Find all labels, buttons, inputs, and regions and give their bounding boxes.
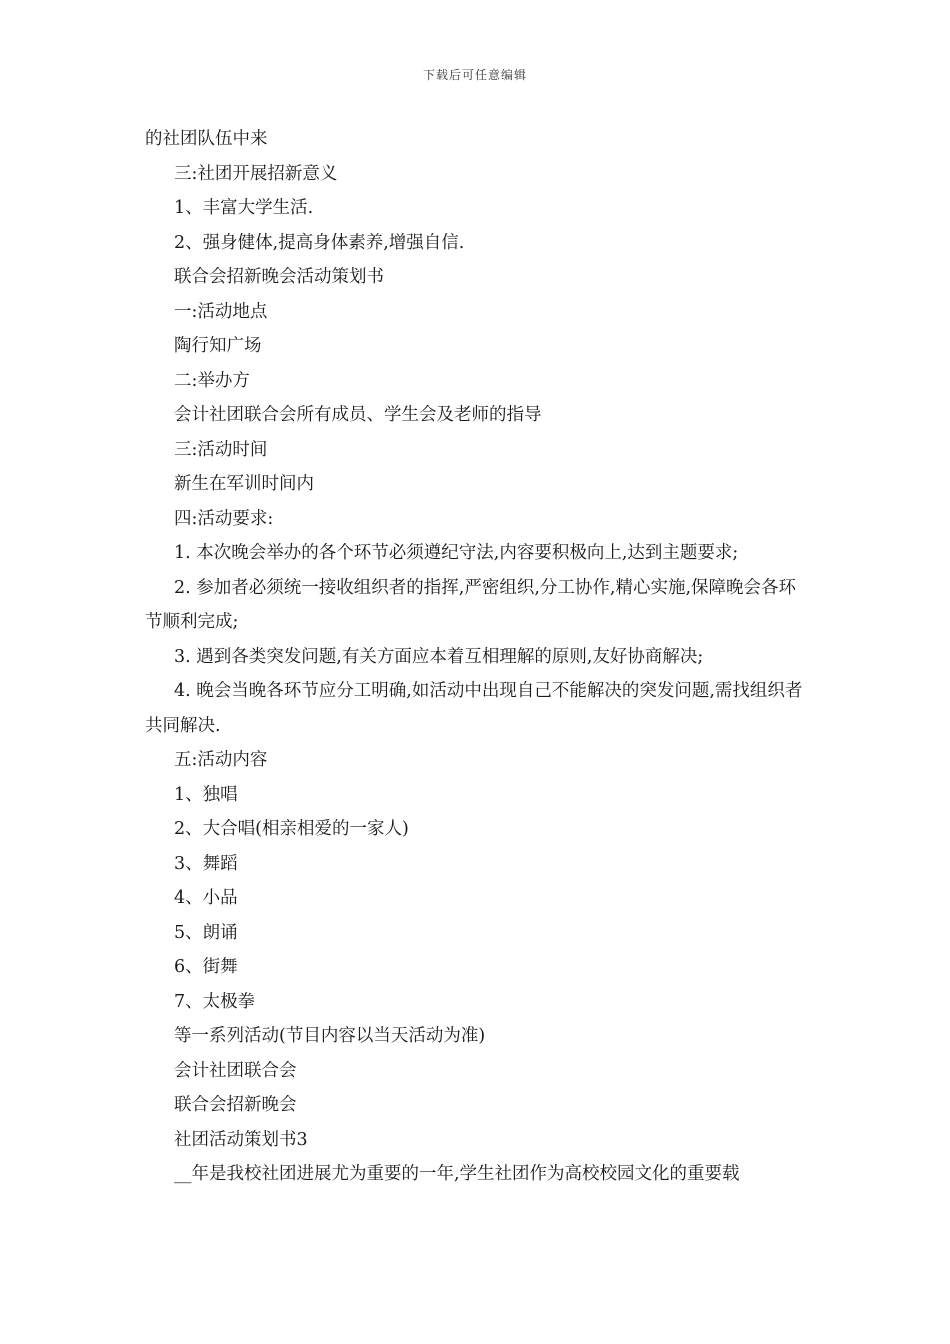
document-body [145,122,809,1192]
paragraph: 6、街舞 [174,957,238,977]
paragraph: 1、独唱 [174,784,238,805]
paragraph: 四:活动要求: [174,508,274,529]
paragraph: 社团活动策划书3 [174,1129,308,1150]
paragraph: 2、大合唱(相亲相爱的一家人) [174,819,409,839]
paragraph: 陶行知广场 [174,336,262,356]
paragraph: 5、朗诵 [174,922,238,943]
page-header: 下载后可任意编辑 [422,68,527,82]
paragraph: 4. 晚会当晚各环节应分工明确,如活动中出现自己不能解决的突发问题,需找组织者共同解决. [145,681,803,736]
paragraph: 三:活动时间 [174,439,268,460]
paragraph: 二:举办方 [174,370,250,391]
paragraph: 会计社团联合会所有成员、学生会及老师的指导 [174,405,542,425]
paragraph: 4、小品 [174,888,238,908]
paragraph: 1. 本次晚会举办的各个环节必须遵纪守法,内容要积极向上,达到主题要求; [174,543,739,563]
paragraph: 一:活动地点 [174,301,268,322]
paragraph: 新生在军训时间内 [174,474,314,494]
paragraph: 联合会招新晚会 [174,1095,297,1115]
paragraph: 会计社团联合会 [174,1060,297,1081]
paragraph: 1、丰富大学生活. [174,198,314,218]
paragraph: 三:社团开展招新意义 [174,163,338,184]
paragraph: 2、强身健体,提高身体素养,增强自信. [174,232,465,253]
paragraph: 3. 遇到各类突发问题,有关方面应本着互相理解的原则,友好协商解决; [174,646,704,667]
paragraph: 7、太极拳 [174,991,256,1012]
paragraph: 等一系列活动(节目内容以当天活动为准) [174,1026,486,1046]
paragraph: 2. 参加者必须统一接收组织者的指挥,严密组织,分工协作,精心实施,保障晚会各环节顺利完成; [145,577,797,632]
paragraph: 联合会招新晚会活动策划书 [174,267,384,287]
paragraph: 的社团队伍中来 [145,129,268,149]
paragraph: __年是我校社团进展尤为重要的一年,学生社团作为高校校园文化的重要载 [174,1164,740,1184]
paragraph: 3、舞蹈 [174,853,238,874]
paragraph: 五:活动内容 [174,750,268,770]
